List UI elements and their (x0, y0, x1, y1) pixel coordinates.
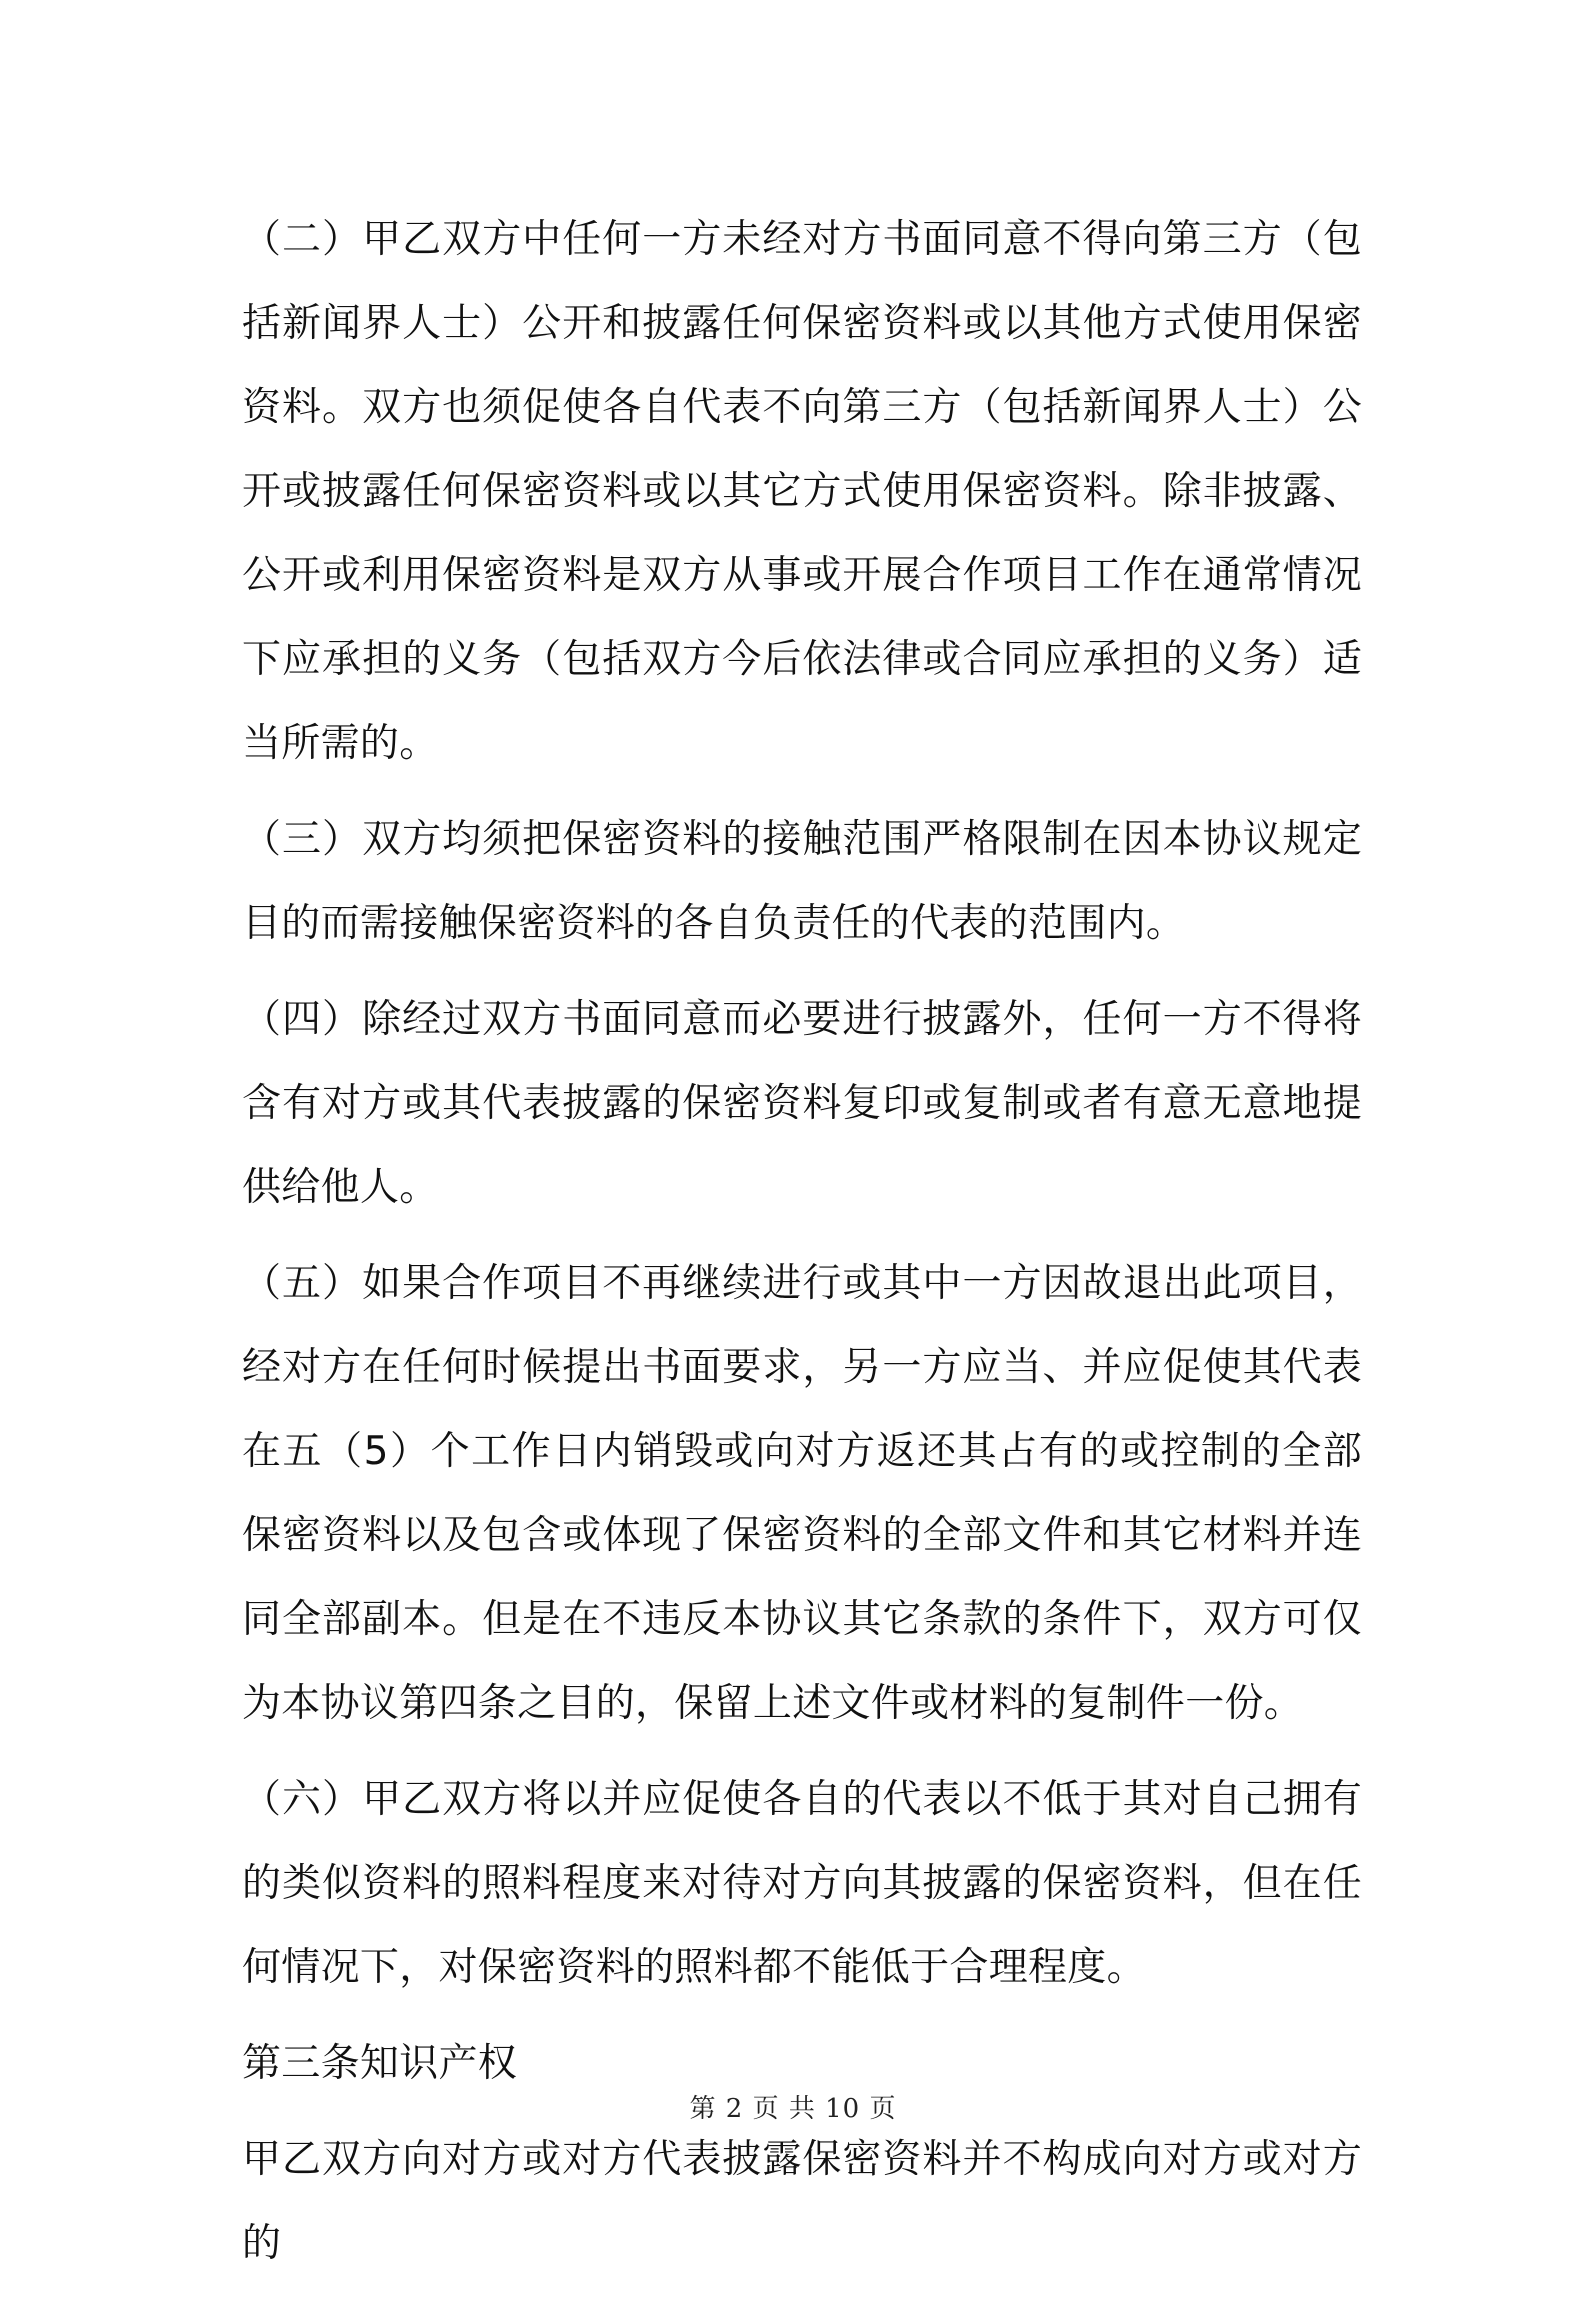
section-heading: 第三条知识产权 (242, 2041, 518, 2086)
clause-5-paragraph: （五）如果合作项目不再继续进行或其中一方因故退出此项目，经对方在任何时候提出书面要求，另一方应当、并应促使其代表在五（5）个工作日内销毁或向对方返还其占有的或控制的全部保密资料以及包含或体现了保密资料的全部文件和其它材料并连同全部副本。但是在不违反本协议其它条款的条件下，双方可仅为本协议第四条之目的，保留上述文件或材料的复制件一份。 (242, 1261, 1362, 1726)
clause-6-paragraph: （六）甲乙双方将以并应促使各自的代表以不低于其对自己拥有的类似资料的照料程度来对待对方向其披露的保密资料，但在任何情况下，对保密资料的照料都不能低于合理程度。 (242, 1777, 1362, 1990)
clause-2-paragraph: （二）甲乙双方中任何一方未经对方书面同意不得向第三方（包括新闻界人士）公开和披露任何保密资料或以其他方式使用保密资料。双方也须促使各自代表不向第三方（包括新闻界人士）公开或披露任何保密资料或以其它方式使用保密资料。除非披露、公开或利用保密资料是双方从事或开展合作项目工作在通常情况下应承担的义务（包括双方今后依法律或合同应承担的义务）适当所需的。 (242, 217, 1362, 766)
section-3-paragraph: 甲乙双方向对方或对方代表披露保密资料并不构成向对方或对方的 (242, 2137, 1362, 2266)
clause-4-paragraph: （四）除经过双方书面同意而必要进行披露外，任何一方不得将含有对方或其代表披露的保密资料复印或复制或者有意无意地提供给他人。 (242, 997, 1362, 1210)
clause-3-paragraph: （三）双方均须把保密资料的接触范围严格限制在因本协议规定目的而需接触保密资料的各自负责任的代表的范围内。 (242, 817, 1362, 946)
page-number-footer: 第 2 页 共 10 页 (689, 2094, 897, 2124)
document-body (242, 198, 1362, 2298)
